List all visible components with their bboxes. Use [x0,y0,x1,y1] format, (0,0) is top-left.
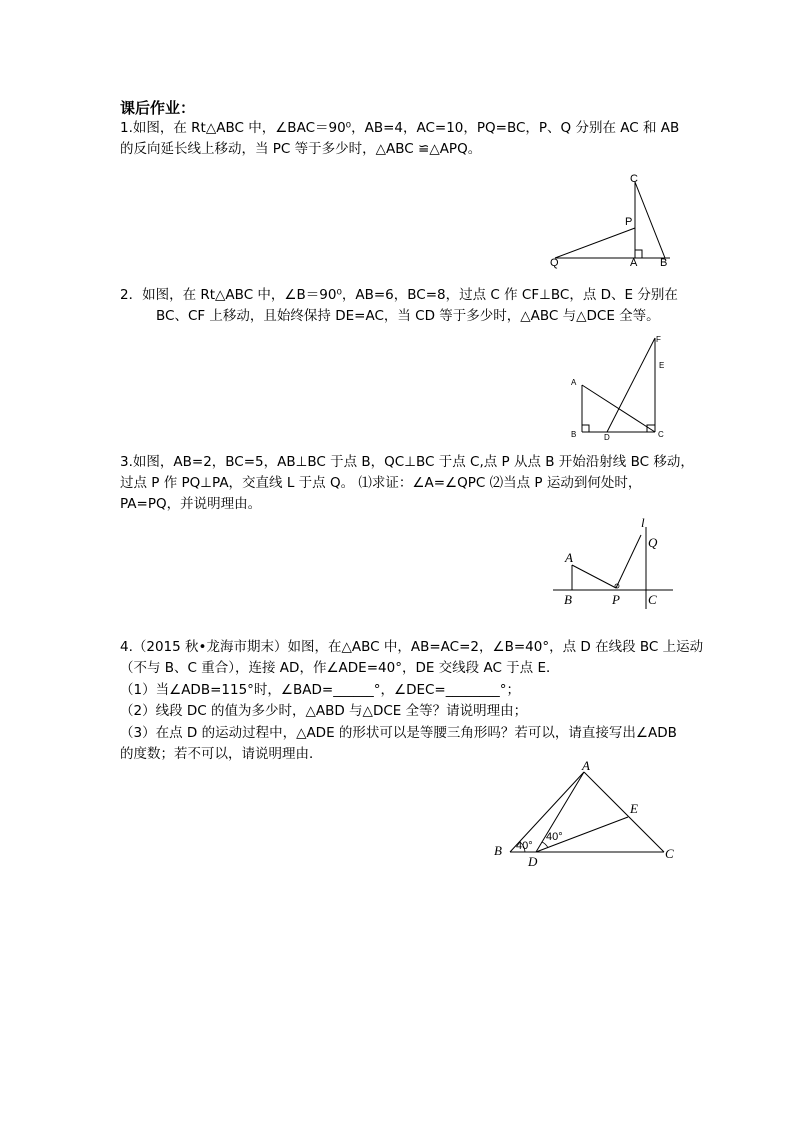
q3-label-p: P [612,592,620,607]
q4-label-a: A [582,760,590,773]
page-title: 课后作业： [120,99,196,117]
q1-label-b: B [660,257,668,269]
q3-label-b: B [564,592,572,607]
q1-label-a: A [630,257,638,269]
q2-label-f: F [656,335,661,344]
q2-label-b: B [571,430,577,439]
q2-label-c: C [658,430,664,439]
q1-text-line2: 的反向延长线上移动，当 PC 等于多少时，△ABC ≌△APQ。 [120,141,482,157]
q4-figure [488,760,688,870]
q3-label-l: l [641,515,645,530]
q1-label-c: C [630,173,638,185]
q2-label-a: A [571,378,577,387]
q3-text-line2: 过点 P 作 PQ⊥PA，交直线 L 于点 Q。 ⑴求证：∠A=∠QPC ⑵当点 P 运动到何处时， [120,475,642,491]
q3-label-q: Q [648,535,658,550]
q4-text-line5: （3）在点 D 的运动过程中，△ADE 的形状可以是等腰三角形吗？若可以，请直接写出∠ADB [120,725,677,741]
q2-text-line2: BC、CF 上移动，且始终保持 DE=AC，当 CD 等于多少时，△ABC 与△DCE 全等。 [156,308,660,324]
q2-text-line1: 2．如图，在 Rt△ABC 中，∠B＝90⁰，AB=6，BC=8，过点 C 作 CF⊥BC，点 D、E 分别在 [120,287,678,303]
q4-text-line3: （1）当∠ADB=115°时，∠BAD=______°，∠DEC=________°； [120,682,520,698]
q4-angle-d-label: 40° [546,831,563,843]
q4-text-line2: （不与 B、C 重合），连接 AD，作∠ADE=40°，DE 交线段 AC 于点 E． [120,660,560,676]
q3-figure [548,515,678,610]
q1-label-q: Q [550,257,559,269]
q4-text-line6: 的度数；若不可以，请说明理由． [120,746,323,762]
q3-label-c: C [648,592,657,607]
q2-figure [565,330,675,445]
q1-text-line1: 1.如图，在 Rt△ABC 中，∠BAC＝90⁰，AB=4，AC=10，PQ=BC，P、Q 分别在 AC 和 AB [120,120,680,136]
q2-label-e: E [659,361,665,370]
q4-text-line4: （2）线段 DC 的值为多少时，△ABD 与△DCE 全等？请说明理由； [120,703,528,719]
q4-label-d: D [528,854,538,869]
q4-label-c: C [665,846,674,861]
q4-label-b: B [494,843,502,858]
q4-text-line1: 4.（2015 秋•龙海市期末）如图，在△ABC 中，AB=AC=2，∠B=40°，点 D 在线段 BC 上运动 [120,639,704,655]
q4-label-e: E [630,801,638,816]
q1-label-p: P [625,216,633,228]
q3-text-line3: PA=PQ，并说明理由。 [120,496,262,512]
q3-label-a: A [565,550,573,565]
q3-text-line1: 3.如图，AB=2，BC=5，AB⊥BC 于点 B，QC⊥BC 于点 C,点 P 从点 B 开始沿射线 BC 移动， [120,454,694,470]
q4-angle-b-label: 40° [516,840,533,852]
q1-figure [540,170,680,270]
q2-label-d: D [604,433,610,442]
